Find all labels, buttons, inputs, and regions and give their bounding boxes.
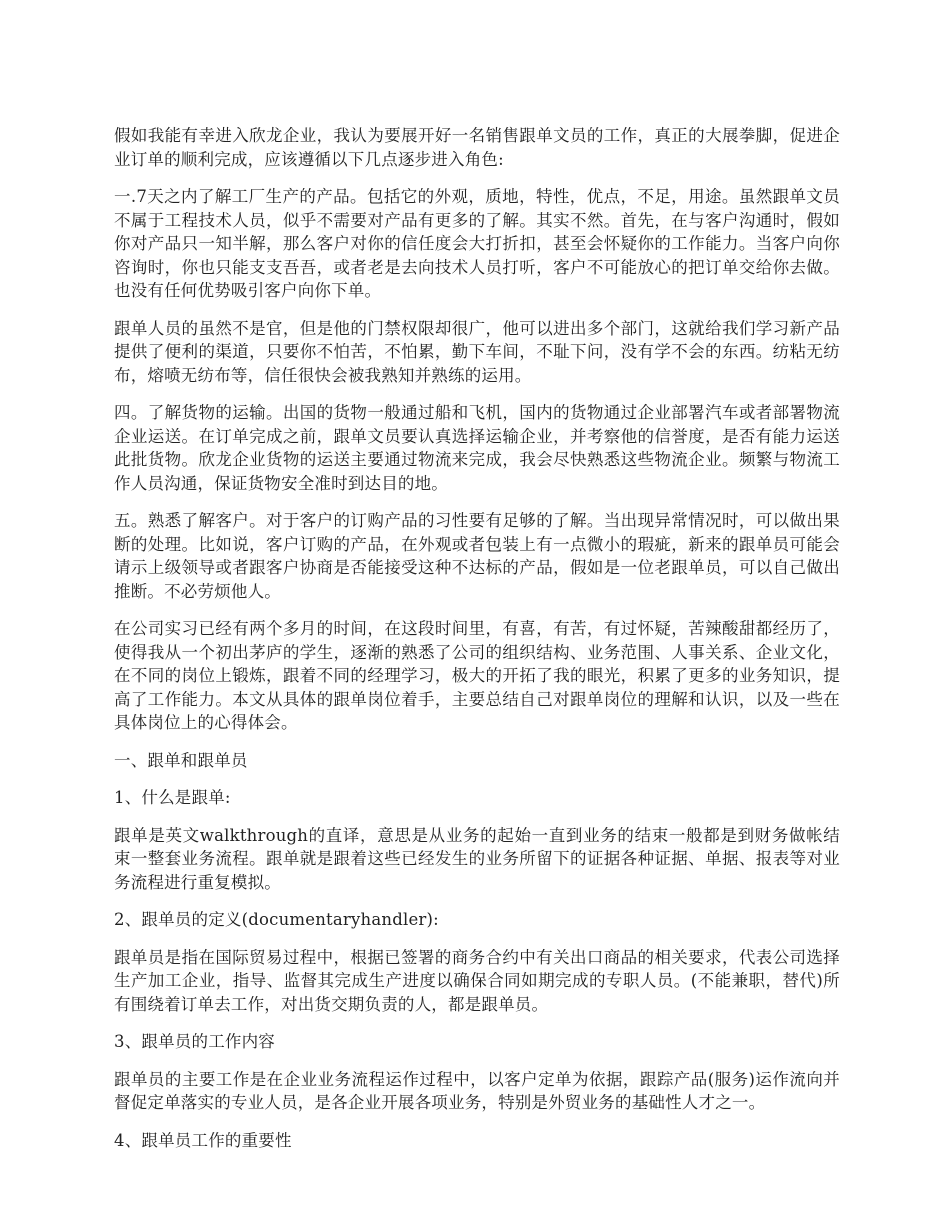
access-rights-paragraph: 跟单人员的虽然不是官，但是他的门禁权限却很广，他可以进出多个部门，这就给我们学习新产品提供了便利的渠道，只要你不怕苦，不怕累，勤下车间，不耻下问，没有学不会的东西。纺粘无纺布，熔喷无纺布等，信任很快会被我熟知并熟练的运用。 (114, 318, 840, 385)
work-content-paragraph: 跟单员的主要工作是在企业业务流程运作过程中，以客户定单为依据，跟踪产品(服务)运作流向并督促定单落实的专业人员，是各企业开展各项业务，特别是外贸业务的基础性人才之一。 (114, 1069, 840, 1112)
subheading-what-is-documentary: 1、什么是跟单: (114, 788, 231, 807)
product-knowledge-paragraph: 一.7天之内了解工厂生产的产品。包括它的外观，质地，特性，优点，不足，用途。虽然跟单文员不属于工程技术人员，似乎不需要对产品有更多的了解。其实不然。首先，在与客户沟通时，假如你对产品只一知半解，那么客户对你的信任度会大打折扣，甚至会怀疑你的工作能力。当客户向你咨询时，你也只能支支吾吾，或者老是去向技术人员打听，客户不可能放心的把订单交给你去做。也没有任何优势吸引客户向你下单。 (114, 187, 840, 300)
internship-summary-paragraph: 在公司实习已经有两个多月的时间，在这段时间里，有喜，有苦，有过怀疑，苦辣酸甜都经历了，使得我从一个初出茅庐的学生，逐渐的熟悉了公司的组织结构、业务范围、人事关系、企业文化，在不同的岗位上锻炼，跟着不同的经理学习，极大的开拓了我的眼光，积累了更多的业务知识，提高了工作能力。本文从具体的跟单岗位着手，主要总结自己对跟单岗位的理解和认识，以及一些在具体岗位上的心得体会。 (114, 619, 840, 732)
transport-paragraph: 四。了解货物的运输。出国的货物一般通过船和飞机，国内的货物通过企业部署汽车或者部署物流企业运送。在订单完成之前，跟单文员要认真选择运输企业，并考察他的信誉度，是否有能力运送此批货物。欣龙企业货物的运送主要通过物流来完成，我会尽快熟悉这些物流企业。频繁与物流工作人员沟通，保证货物安全准时到达目的地。 (114, 403, 840, 493)
subheading-definition: 2、跟单员的定义(documentaryhandler): (114, 910, 439, 929)
subheading-work-content: 3、跟单员的工作内容 (114, 1032, 275, 1051)
section-heading-1: 一、跟单和跟单员 (114, 750, 248, 770)
walkthrough-paragraph: 跟单是英文walkthrough的直译，意思是从业务的起始一直到业务的结束一般都是到财务做帐结束一整套业务流程。跟单就是跟着这些已经发生的业务所留下的证据各种证据、单据、报表等对业务流程进行重复模拟。 (114, 825, 840, 892)
document-page (114, 124, 840, 1166)
subheading-importance: 4、跟单员工作的重要性 (114, 1130, 292, 1150)
intro-paragraph: 假如我能有幸进入欣龙企业，我认为要展开好一名销售跟单文员的工作，真正的大展拳脚，促进企业订单的顺利完成，应该遵循以下几点逐步进入角色: (114, 126, 840, 169)
definition-paragraph: 跟单员是指在国际贸易过程中，根据已签署的商务合约中有关出口商品的相关要求，代表公司选择生产加工企业，指导、监督其完成生产进度以确保合同如期完成的专职人员。(不能兼职，替代)所有围绕着订单去工作，对出货交期负责的人，都是跟单员。 (114, 947, 840, 1014)
customer-paragraph: 五。熟悉了解客户。对于客户的订购产品的习性要有足够的了解。当出现异常情况时，可以做出果断的处理。比如说，客户订购的产品，在外观或者包装上有一点微小的瑕疵，新来的跟单员可能会请示上级领导或者跟客户协商是否能接受这种不达标的产品，假如是一位老跟单员，可以自己做出推断。不必劳烦他人。 (114, 511, 840, 601)
